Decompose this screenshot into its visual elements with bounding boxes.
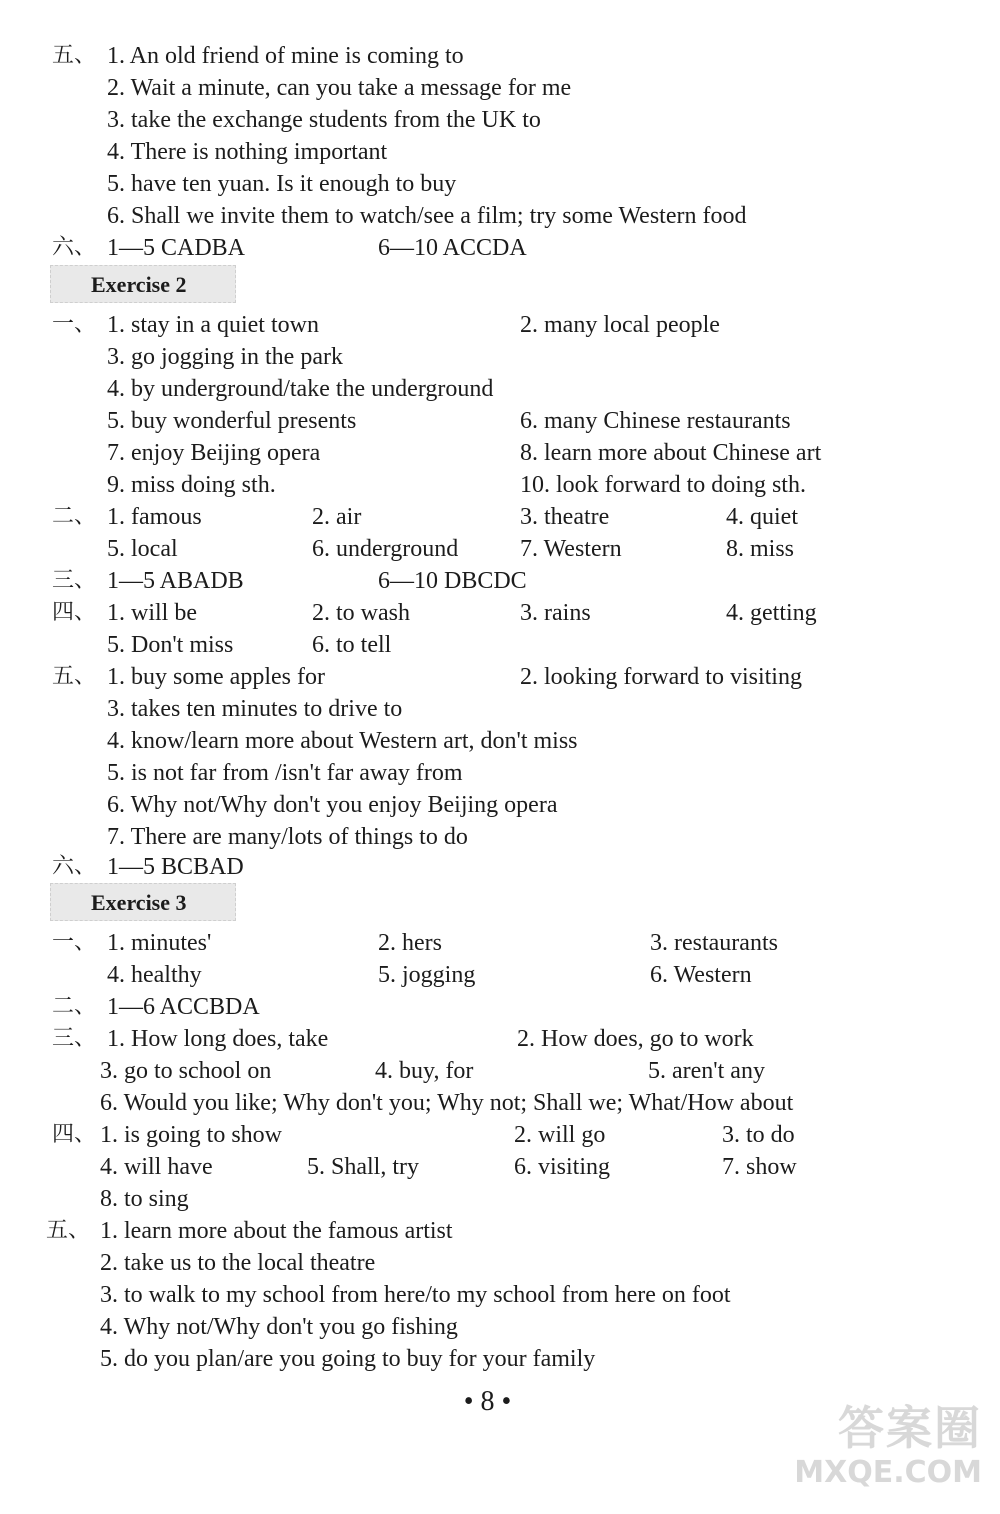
answer-line — [0, 757, 1000, 789]
answer-item: 6. to tell — [312, 632, 392, 658]
answer-item: 3. theatre — [520, 504, 610, 530]
answer-item: 1. An old friend of mine is coming to — [107, 43, 464, 69]
answer-item: 5. buy wonderful presents — [107, 408, 357, 434]
answer-line — [0, 661, 1000, 693]
answer-item: 5. aren't any — [648, 1058, 765, 1084]
answer-item: 4. will have — [100, 1154, 213, 1180]
answer-item: 3. go to school on — [100, 1058, 272, 1084]
answer-item: 1. stay in a quiet town — [107, 312, 319, 338]
answer-line — [0, 373, 1000, 405]
answer-item: 6. visiting — [514, 1154, 611, 1180]
answer-item: 4. quiet — [726, 504, 798, 530]
answer-line — [0, 1343, 1000, 1375]
answer-item: 2. How does, go to work — [517, 1026, 754, 1052]
answer-line — [0, 341, 1000, 373]
exercise-heading — [50, 265, 236, 303]
answer-line — [0, 851, 1000, 883]
section-marker: 六、 — [52, 235, 97, 260]
section-marker: 五、 — [46, 1218, 91, 1243]
answer-item: 6. Shall we invite them to watch/see a film; try some Western food — [107, 203, 747, 229]
watermark-domain: MXQE.COM — [794, 1455, 982, 1490]
answer-item: 6. many Chinese restaurants — [520, 408, 791, 434]
section-marker: 二、 — [52, 504, 97, 529]
answer-line — [0, 725, 1000, 757]
answer-item: 6. Western — [650, 962, 752, 988]
answer-line — [0, 501, 1000, 533]
answer-item: 8. learn more about Chinese art — [520, 440, 822, 466]
answer-item: 6. Why not/Why don't you enjoy Beijing opera — [107, 792, 558, 818]
answer-item: 2. Wait a minute, can you take a message for me — [107, 75, 572, 101]
answer-item: 7. show — [722, 1154, 797, 1180]
section-marker: 四、 — [52, 1122, 97, 1147]
answer-item: 4. Why not/Why don't you go fishing — [100, 1314, 458, 1340]
answer-line — [0, 789, 1000, 821]
answer-line — [0, 1119, 1000, 1151]
answer-item: 3. to do — [722, 1122, 795, 1148]
answer-line — [0, 533, 1000, 565]
section-marker: 五、 — [52, 664, 97, 689]
answer-item: 4. There is nothing important — [107, 139, 388, 165]
answer-line — [0, 927, 1000, 959]
answer-item: 2. looking forward to visiting — [520, 664, 802, 690]
answer-item: 6—10 DBCDC — [378, 568, 527, 594]
answer-item: 1. buy some apples for — [107, 664, 325, 690]
answer-item: 4. buy, for — [375, 1058, 474, 1084]
answer-item: 1. How long does, take — [107, 1026, 329, 1052]
answer-item: 5. Don't miss — [107, 632, 234, 658]
section-marker: 一、 — [52, 930, 97, 955]
answer-item: 2. will go — [514, 1122, 606, 1148]
answer-item: 6. underground — [312, 536, 459, 562]
answer-line — [0, 693, 1000, 725]
site-watermark — [772, 1400, 982, 1496]
answer-item: 2. hers — [378, 930, 442, 956]
section-marker: 一、 — [52, 312, 97, 337]
answer-item: 4. healthy — [107, 962, 202, 988]
answer-item: 1. famous — [107, 504, 202, 530]
answer-item: 4. by underground/take the underground — [107, 376, 494, 402]
answer-line — [0, 1311, 1000, 1343]
exercise-heading-label: Exercise 3 — [91, 890, 187, 915]
answer-line — [0, 565, 1000, 597]
answer-line — [0, 405, 1000, 437]
section-marker: 三、 — [52, 568, 97, 593]
answer-item: 8. miss — [726, 536, 795, 562]
answer-line — [0, 1183, 1000, 1215]
answer-line — [0, 1279, 1000, 1311]
answer-line — [0, 629, 1000, 661]
answer-line — [0, 437, 1000, 469]
answer-item: 7. There are many/lots of things to do — [107, 824, 468, 850]
answer-item: 2. take us to the local theatre — [100, 1250, 376, 1276]
answer-line — [0, 991, 1000, 1023]
answer-item: 3. take the exchange students from the UK to — [107, 107, 541, 133]
answer-line — [0, 200, 1000, 232]
watermark-logo-text: 答案圈 — [838, 1401, 982, 1455]
answer-item: 1. will be — [107, 600, 197, 626]
page-number: • 8 • — [463, 1386, 512, 1417]
answer-item: 1. minutes' — [107, 930, 212, 956]
answer-line — [0, 1247, 1000, 1279]
answer-line — [0, 597, 1000, 629]
section-marker: 四、 — [52, 600, 97, 625]
answer-item: 5. local — [107, 536, 178, 562]
answer-line — [0, 1151, 1000, 1183]
answer-line — [0, 136, 1000, 168]
answer-item: 5. do you plan/are you going to buy for your family — [100, 1346, 596, 1372]
exercise-heading-label: Exercise 2 — [91, 272, 187, 297]
answer-item: 5. Shall, try — [307, 1154, 419, 1180]
answer-line — [0, 1215, 1000, 1247]
answer-item: 3. takes ten minutes to drive to — [107, 696, 403, 722]
answer-item: 1—5 BCBAD — [107, 854, 244, 880]
answer-item: 3. restaurants — [650, 930, 778, 956]
answer-line — [0, 959, 1000, 991]
exercise-heading — [50, 883, 236, 921]
answer-item: 10. look forward to doing sth. — [520, 472, 806, 498]
answer-line — [0, 232, 1000, 264]
answer-item: 2. to wash — [312, 600, 410, 626]
answer-line — [0, 168, 1000, 200]
answer-item: 1. learn more about the famous artist — [100, 1218, 453, 1244]
answer-item: 1—5 ABADB — [107, 568, 244, 594]
answer-line — [0, 1023, 1000, 1055]
answer-item: 3. rains — [520, 600, 591, 626]
answer-item: 5. have ten yuan. Is it enough to buy — [107, 171, 457, 197]
answer-item: 6. Would you like; Why don't you; Why not; Shall we; What/How about — [100, 1090, 794, 1116]
answer-item: 1—6 ACCBDA — [107, 994, 260, 1020]
section-marker: 六、 — [52, 854, 97, 879]
answer-item: 2. air — [312, 504, 362, 530]
section-marker: 二、 — [52, 994, 97, 1019]
answer-item: 5. is not far from /isn't far away from — [107, 760, 463, 786]
answer-item: 8. to sing — [100, 1186, 189, 1212]
answer-item: 3. go jogging in the park — [107, 344, 343, 370]
answer-line — [0, 469, 1000, 501]
section-marker: 五、 — [52, 43, 97, 68]
answer-line — [0, 72, 1000, 104]
answer-line — [0, 40, 1000, 72]
answer-line — [0, 821, 1000, 853]
answer-line — [0, 309, 1000, 341]
answer-item: 6—10 ACCDA — [378, 235, 527, 261]
answer-item: 3. to walk to my school from here/to my school from here on foot — [100, 1282, 731, 1308]
answer-item: 5. jogging — [378, 962, 476, 988]
answer-item: 2. many local people — [520, 312, 720, 338]
answer-item: 4. know/learn more about Western art, don't miss — [107, 728, 578, 754]
answer-item: 1. is going to show — [100, 1122, 283, 1148]
answer-line — [0, 1087, 1000, 1119]
answer-line — [0, 1055, 1000, 1087]
answer-line — [0, 104, 1000, 136]
section-marker: 三、 — [52, 1026, 97, 1051]
answer-item: 4. getting — [726, 600, 817, 626]
answer-item: 7. enjoy Beijing opera — [107, 440, 321, 466]
answer-item: 9. miss doing sth. — [107, 472, 276, 498]
answer-item: 7. Western — [520, 536, 622, 562]
answer-item: 1—5 CADBA — [107, 235, 246, 261]
